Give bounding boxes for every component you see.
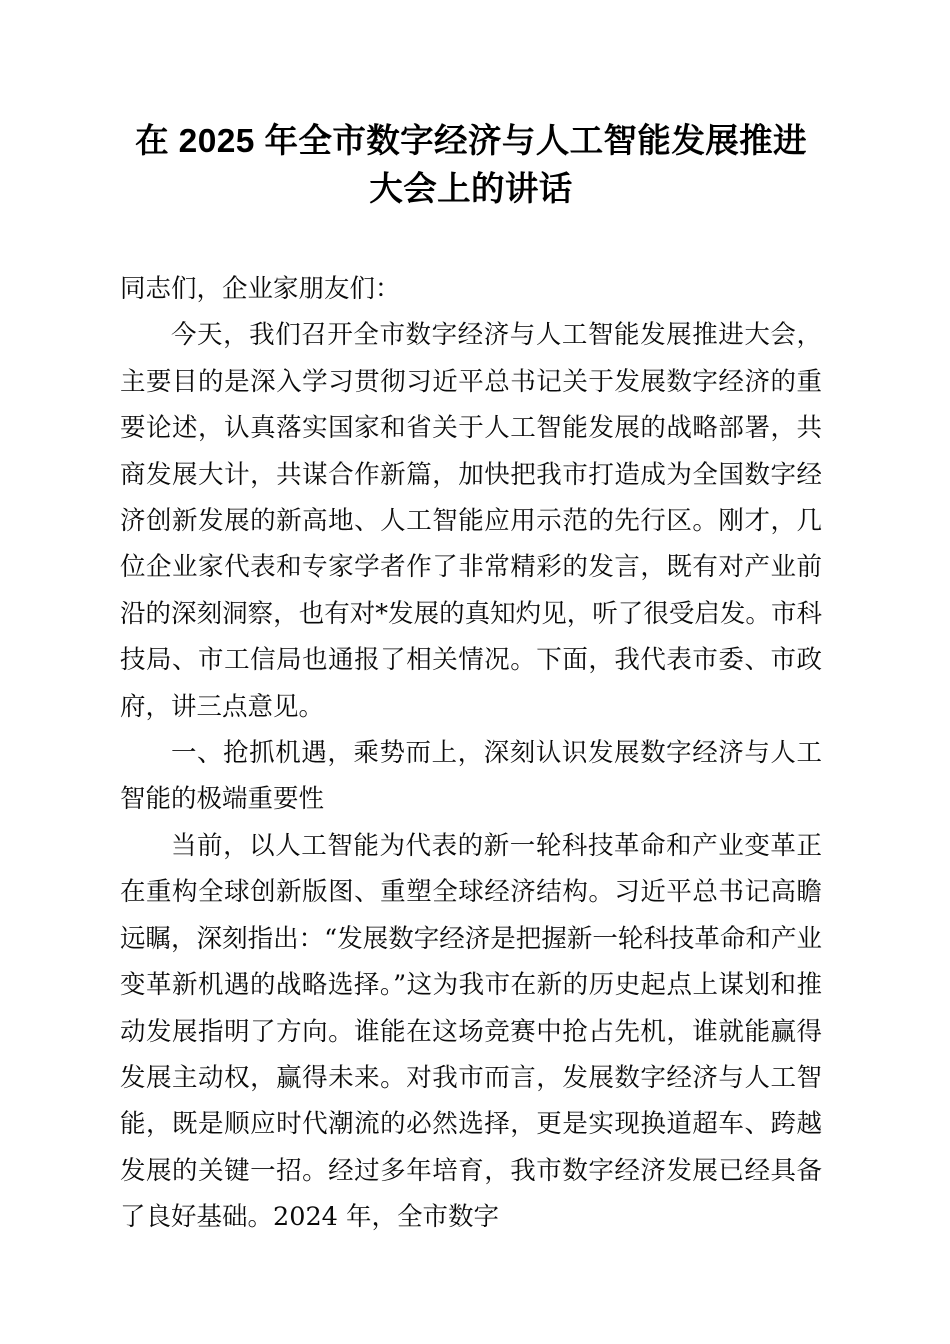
salutation: 同志们，企业家朋友们： (120, 274, 401, 304)
paragraph-section-one-1: 当前，以人工智能为代表的新一轮科技革命和产业变革正在重构全球创新版图、重塑全球经济结构。习近平总书记高瞻远瞩，深刻指出：“发展数字经济是把握新一轮科技革命和产业变革新机遇的战略选择。”这为我市在新的历史起点上谋划和推动发展指明了方向。谁能在这场竞赛中抢占先机，谁就能赢得发展主动权，赢得未来。对我市而言，发展数字经济与人工智能，既是顺应时代潮流的必然选择，更是实现换道超车、跨越发展的关键一招。经过多年培育，我市数字经济发展已经具备了良好基础。2024 年，全市数字 (120, 830, 822, 1233)
section-heading-one: 一、抢抓机遇，乘势而上，深刻认识发展数字经济与人工智能的极端重要性 (120, 738, 822, 815)
paragraph-opening: 今天，我们召开全市数字经济与人工智能发展推进大会，主要目的是深入学习贯彻习近平总书记关于发展数字经济的重要论述，认真落实国家和省关于人工智能发展的战略部署，共商发展大计，共谋合作新篇，加快把我市打造成为全国数字经济创新发展的新高地、人工智能应用示范的先行区。刚才，几位企业家代表和专家学者作了非常精彩的发言，既有对产业前沿的深刻洞察，也有对*发展的真知灼见，听了很受启发。市科技局、市工信局也通报了相关情况。下面，我代表市委、市政府，讲三点意见。 (120, 320, 822, 722)
document-body (120, 0, 822, 1241)
title-spacer (120, 214, 822, 266)
page-title: 在 2025 年全市数字经济与人工智能发展推进大会上的讲话 (135, 123, 807, 208)
